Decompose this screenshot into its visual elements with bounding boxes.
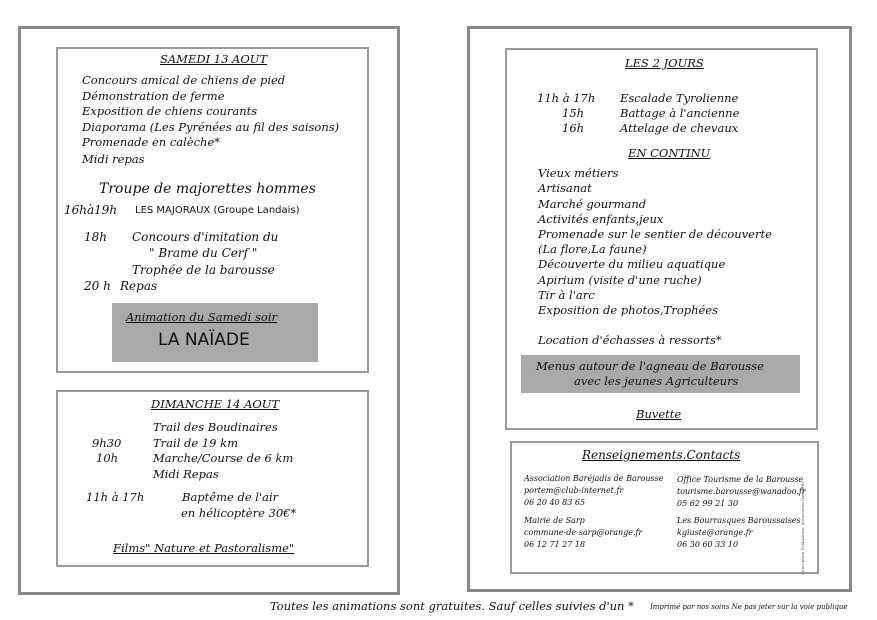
- trail-1-time: 9h30: [92, 436, 122, 450]
- samedi-item: Concours amical de chiens de pied: [82, 73, 286, 87]
- schedule-label: Escalade Tyrolienne: [620, 91, 739, 105]
- continu-item: Apirium (visite d'une ruche): [538, 273, 702, 287]
- contact-1-name: Association Baréjadis de Barousse: [524, 474, 664, 483]
- contact-1-email: portem@club-internet.fr: [524, 486, 624, 495]
- location-echasses: Location d'échasses à ressorts*: [538, 333, 722, 347]
- concours-time: 18h: [84, 230, 107, 244]
- samedi-title: SAMEDI 13 AOUT: [160, 52, 268, 66]
- continu-item: Exposition de photos,Trophées: [538, 303, 719, 317]
- majorettes-time: 16hà19h: [64, 203, 118, 217]
- contact-4-email: kgiuste@orange.fr: [677, 528, 753, 537]
- continu-item: Tir à l'arc: [538, 288, 595, 302]
- repas-label: Repas: [120, 279, 158, 293]
- trail-2-label: Marche/Course de 6 km: [153, 451, 294, 465]
- contact-4-name: Les Bourrasques Baroussaises: [677, 516, 801, 525]
- animation-name: LA NAÏADE: [158, 330, 250, 350]
- continu-item: Vieux métiers: [538, 166, 619, 180]
- contact-3-email: commune-de-sarp@orange.fr: [524, 528, 643, 537]
- menus-line1: Menus autour de l'agneau de Barousse: [536, 359, 764, 373]
- dimanche-title: DIMANCHE 14 AOUT: [151, 397, 280, 411]
- trail-1-label: Trail de 19 km: [153, 436, 239, 450]
- continu-item: Découverte du milieu aquatique: [538, 257, 726, 271]
- schedule-time: 16h: [562, 121, 585, 135]
- repas-time: 20 h: [84, 279, 111, 293]
- samedi-item: Démonstration de ferme: [82, 89, 225, 103]
- samedi-item: Exposition de chiens courants: [82, 104, 258, 118]
- contact-4-phone: 06 30 60 33 10: [677, 540, 739, 549]
- bapteme-line1: Baptême de l'air: [182, 490, 279, 504]
- midi-repas: Midi Repas: [153, 467, 219, 481]
- concours-line1: Concours d'imitation du: [132, 230, 279, 244]
- continu-item: Artisanat: [538, 181, 592, 195]
- contact-2-email: tourisme.barousse@wanadoo.fr: [677, 487, 806, 496]
- trophee: Trophée de la barousse: [132, 263, 275, 277]
- contact-2-name: Office Tourisme de la Barousse: [677, 475, 804, 484]
- footer-printed-note: Imprimé par nos soins Ne pas jeter sur la voie publique: [650, 603, 848, 611]
- majorettes-title: Troupe de majorettes hommes: [99, 181, 316, 197]
- schedule-time: 15h: [562, 106, 585, 120]
- contacts-title: Renseignements.Contacts: [582, 448, 741, 462]
- samedi-item: Promenade en calèche*: [82, 135, 221, 149]
- contact-1-phone: 06 20 40 83 65: [524, 498, 586, 507]
- films: Films" Nature et Pastoralisme": [113, 541, 295, 555]
- concours-line2: " Brame du Cerf ": [149, 246, 258, 260]
- jours-title: LES 2 JOURS: [625, 56, 704, 70]
- contact-3-phone: 06 12 71 27 18: [524, 540, 586, 549]
- continu-item: Promenade sur le sentier de découverte: [538, 227, 772, 241]
- continu-title: EN CONTINU: [628, 146, 711, 160]
- samedi-item: Diaporama (Les Pyrénées au fil des saisons): [82, 120, 340, 134]
- contact-3-name: Mairie de Sarp: [524, 516, 585, 525]
- continu-item: (La flore,La faune): [538, 242, 647, 256]
- continu-item: Activités enfants,jeux: [538, 212, 664, 226]
- side-credit: Conception Réalisation: Association Baréjadis: [800, 481, 805, 575]
- menus-line2: avec les jeunes Agriculteurs: [574, 374, 739, 388]
- schedule-label: Battage à l'ancienne: [620, 106, 740, 120]
- animation-label: Animation du Samedi soir: [126, 310, 277, 324]
- footer-free-note: Toutes les animations sont gratuites. Sauf celles suivies d'un *: [270, 599, 634, 613]
- buvette: Buvette: [636, 407, 682, 421]
- bapteme-line2: en hélicoptère 30€*: [181, 506, 297, 520]
- trail-title: Trail des Boudinaires: [153, 420, 278, 434]
- trail-2-time: 10h: [96, 451, 119, 465]
- continu-item: Marché gourmand: [538, 197, 647, 211]
- bapteme-time: 11h à 17h: [86, 490, 145, 504]
- schedule-label: Attelage de chevaux: [620, 121, 739, 135]
- contact-2-phone: 05 62 99 21 30: [677, 499, 739, 508]
- samedi-item: Midi repas: [82, 152, 145, 166]
- schedule-time: 11h à 17h: [537, 91, 596, 105]
- majorettes-detail: LES MAJORAUX (Groupe Landais): [135, 205, 300, 216]
